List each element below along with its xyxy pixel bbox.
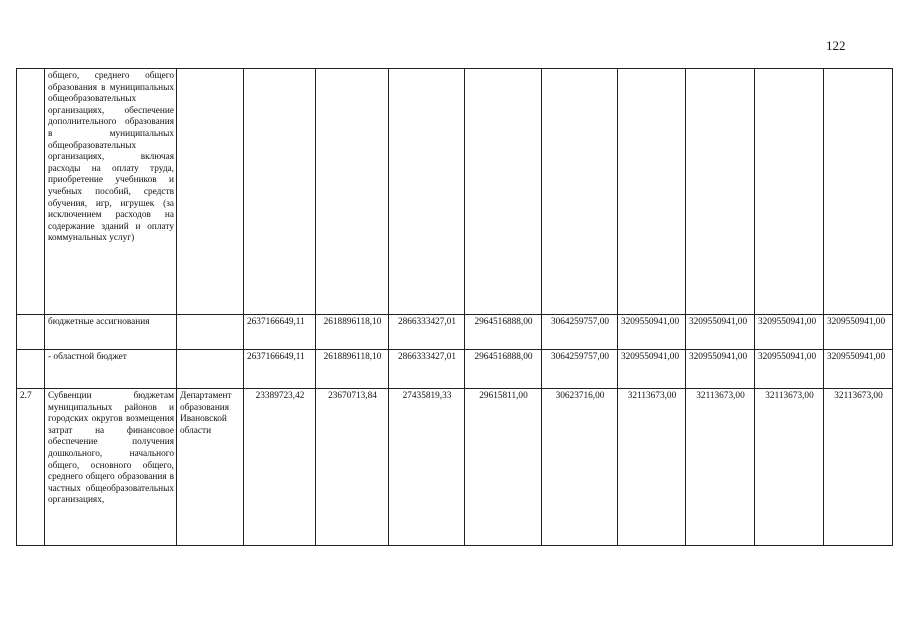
- value-cell: 32113673,00: [824, 389, 893, 546]
- row-executor: [177, 69, 244, 315]
- value-cell: 29615811,00: [465, 389, 542, 546]
- value-cell: 27435819,33: [389, 389, 465, 546]
- table-row: [17, 350, 893, 389]
- row-index: [17, 315, 45, 350]
- value-cell: 3209550941,00: [618, 350, 686, 389]
- value-cell: 32113673,00: [618, 389, 686, 546]
- value-cell: [755, 69, 824, 315]
- value-cell: 3209550941,00: [824, 315, 893, 350]
- value-cell: 3209550941,00: [618, 315, 686, 350]
- value-cell: 3209550941,00: [686, 350, 755, 389]
- value-cell: 2637166649,11: [244, 350, 316, 389]
- value-cell: 3209550941,00: [755, 315, 824, 350]
- row-description: - областной бюджет: [45, 350, 177, 389]
- value-cell: 32113673,00: [755, 389, 824, 546]
- value-cell: [686, 69, 755, 315]
- row-executor: [177, 315, 244, 350]
- table-row: [17, 315, 893, 350]
- value-cell: [824, 69, 893, 315]
- value-cell: 2618896118,10: [316, 315, 389, 350]
- row-index: [17, 350, 45, 389]
- row-description: общего, среднего общего образования в муниципальных общеобразовательных организациях, обеспечение дополнительного образования в муниципальных общеобразовательных организациях, включая расходы на оплату труда, приобретение учебников и учебных пособий, средств обучения, игр, игрушек (за исключением расходов на содержание зданий и оплату коммунальных услуг): [45, 69, 177, 315]
- row-description: Субвенции бюджетам муниципальных районов и городских округов возмещения затрат на финансовое обеспечение получения дошкольного, начального общего, основного общего, среднего общего образования в частных общеобразовательных организациях,: [45, 389, 177, 546]
- row-index: 2.7: [17, 389, 45, 546]
- value-cell: 3209550941,00: [824, 350, 893, 389]
- value-cell: 2964516888,00: [465, 350, 542, 389]
- value-cell: [465, 69, 542, 315]
- value-cell: 2866333427,01: [389, 350, 465, 389]
- value-cell: [542, 69, 618, 315]
- value-cell: 23670713,84: [316, 389, 389, 546]
- value-cell: 3064259757,00: [542, 350, 618, 389]
- page-number: 122: [826, 38, 846, 53]
- value-cell: 32113673,00: [686, 389, 755, 546]
- value-cell: 2964516888,00: [465, 315, 542, 350]
- value-cell: 2618896118,10: [316, 350, 389, 389]
- value-cell: [618, 69, 686, 315]
- row-executor: Департамент образования Ивановской области: [177, 389, 244, 546]
- row-index: [17, 69, 45, 315]
- value-cell: 3209550941,00: [755, 350, 824, 389]
- value-cell: 3209550941,00: [686, 315, 755, 350]
- value-cell: 30623716,00: [542, 389, 618, 546]
- table-row: [17, 69, 893, 315]
- row-description: бюджетные ассигнования: [45, 315, 177, 350]
- value-cell: 2866333427,01: [389, 315, 465, 350]
- budget-table: [16, 68, 893, 546]
- value-cell: 3064259757,00: [542, 315, 618, 350]
- value-cell: [389, 69, 465, 315]
- value-cell: [244, 69, 316, 315]
- table-row: [17, 389, 893, 546]
- row-executor: [177, 350, 244, 389]
- value-cell: 2637166649,11: [244, 315, 316, 350]
- value-cell: 23389723,42: [244, 389, 316, 546]
- value-cell: [316, 69, 389, 315]
